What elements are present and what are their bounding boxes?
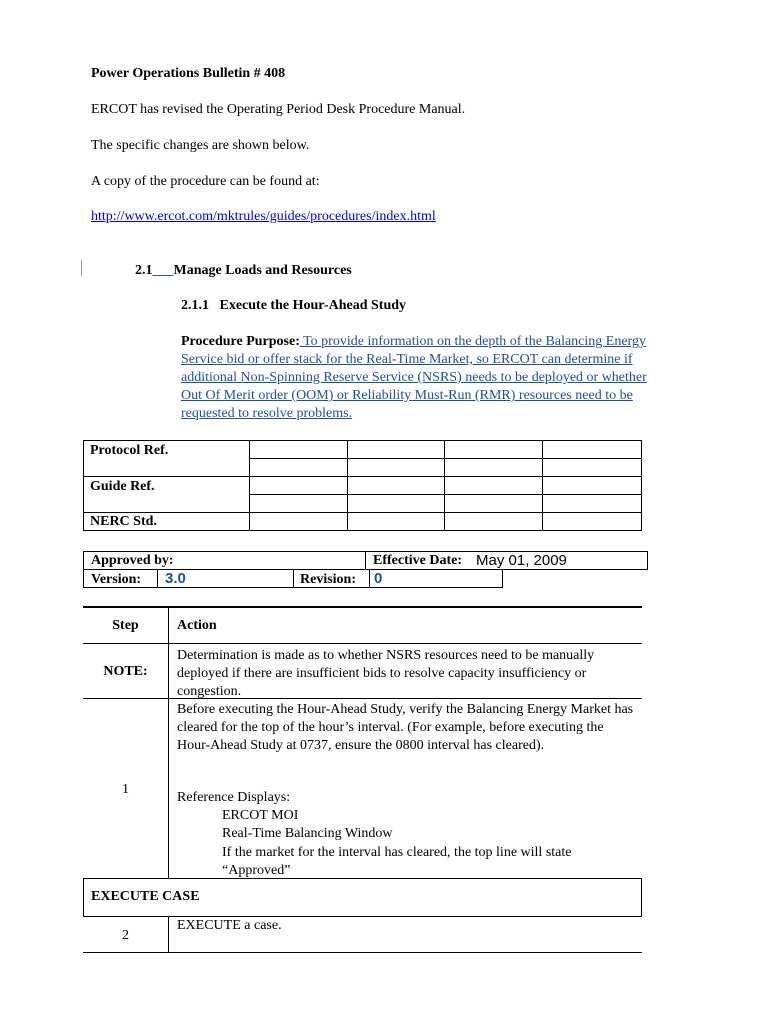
table-bottom-rule — [83, 952, 642, 953]
approval-block — [83, 551, 647, 588]
subsection-heading — [181, 298, 406, 314]
step-1-reference-window: Real-Time Balancing Window — [222, 826, 393, 841]
section-title: Manage Loads and Resources — [173, 263, 352, 278]
changes-line: The specific changes are shown below. — [91, 138, 310, 153]
note-text: Determination is made as to whether NSRS resources need to be manually deployed if there are insufficient bids to resolve capacity insufficiency or congestion. — [177, 648, 595, 699]
guide-ref-label: Guide Ref. — [84, 477, 250, 513]
intro-line: ERCOT has revised the Operating Period Desk Procedure Manual. — [91, 102, 466, 117]
step-1-reference-moi: ERCOT MOI — [222, 808, 299, 823]
section-number: 2.1 — [135, 263, 153, 278]
version-divider-2 — [293, 569, 294, 587]
approval-divider — [365, 551, 366, 569]
column-divider-top — [168, 608, 169, 878]
version-value: 3.0 — [165, 570, 186, 587]
section-heading — [135, 263, 352, 279]
bulletin-title: Power Operations Bulletin # 408 — [91, 66, 286, 81]
version-divider-1 — [157, 569, 158, 587]
header-step: Step — [112, 618, 139, 633]
step-2-text: EXECUTE a case. — [177, 918, 282, 933]
effective-date-value: May 01, 2009 — [476, 552, 567, 569]
purpose-text: To provide information on the depth of the Balancing Energy Service bid or offer stack for the Real-Time Market, so ERCOT can determine if additional Non-Spinning Reserve Service (NSRS) needs to be deployed or whether Out Of Merit order (OOM) or Reliability Must-Run (RMR) resources need to be requested to resolve problems. — [181, 334, 647, 421]
step-1-text: Before executing the Hour-Ahead Study, verify the Balancing Energy Market has cleared for the top of the hour’s interval. (For example, before executing the Hour-Ahead Study at 0737, ensure the 0800 interval has cleared). — [177, 702, 634, 753]
execute-case-label: EXECUTE CASE — [91, 889, 200, 904]
subsection-number: 2.1.1 — [181, 298, 209, 313]
revision-value: 0 — [374, 570, 383, 587]
subsection-title: Execute the Hour-Ahead Study — [219, 298, 407, 313]
version-divider-3 — [369, 569, 370, 587]
procedure-link[interactable]: http://www.ercot.com/mktrules/guides/procedures/index.html — [91, 209, 436, 224]
header-rule — [83, 643, 642, 644]
note-label: NOTE: — [103, 664, 148, 679]
table-top-rule — [83, 606, 642, 608]
column-divider-bottom — [168, 916, 169, 952]
nerc-std-label: NERC Std. — [84, 513, 250, 531]
section-underscore: ___ — [152, 263, 174, 278]
step-1-number: 1 — [122, 782, 129, 797]
step-1-reference-approved: If the market for the interval has cleared, the top line will state “Approved” — [222, 845, 572, 878]
header-action: Action — [177, 618, 217, 633]
approved-by-label: Approved by: — [91, 553, 174, 568]
step-2-number: 2 — [122, 928, 129, 943]
version-label: Version: — [91, 572, 142, 587]
reference-table — [83, 440, 642, 531]
procedure-purpose — [181, 333, 651, 423]
protocol-ref-label: Protocol Ref. — [84, 441, 250, 477]
effective-date-label: Effective Date: — [373, 553, 463, 568]
copy-line: A copy of the procedure can be found at: — [91, 174, 320, 189]
change-bar — [81, 260, 82, 276]
purpose-label: Procedure Purpose: — [181, 334, 300, 349]
step-1-reference-label: Reference Displays: — [177, 790, 291, 805]
revision-label: Revision: — [300, 572, 356, 587]
